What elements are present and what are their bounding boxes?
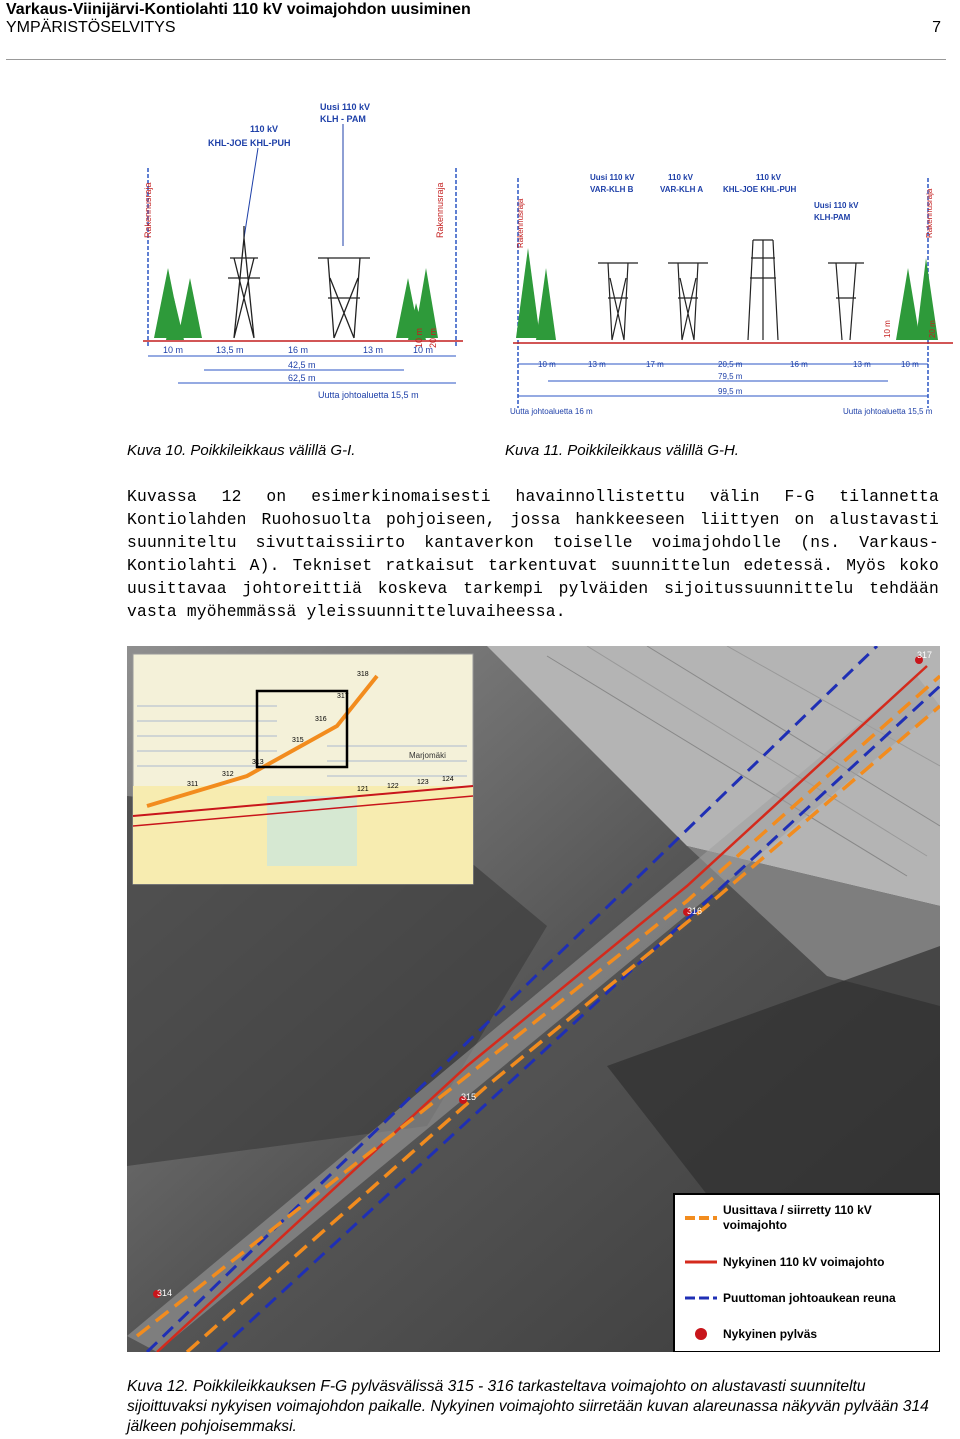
fig11-label-2: 110 kV (668, 173, 693, 182)
fig11-dim-2: 13 m (588, 360, 606, 369)
fig11-corridor-right: Uutta johtoaluetta 15,5 m (843, 407, 933, 416)
inset-pylon-312: 312 (222, 771, 234, 778)
fig10-tower-new (318, 258, 370, 338)
fig10-existing-line-label: 110 kV (250, 124, 279, 134)
fig11-code-3: KHL-JOE KHL-PUH (723, 185, 797, 194)
fig11-towers (598, 240, 864, 340)
inset-pylon-121: 121 (357, 786, 369, 793)
inset-pylon-313: 313 (252, 759, 264, 766)
fig10-dim-5: 10 m (413, 345, 434, 355)
fig11-label-1: Uusi 110 kV (590, 173, 635, 182)
fig11-code-2: VAR-KLH A (660, 185, 704, 194)
fig10-corridor-label: Uutta johtoaluetta 15,5 m (318, 390, 419, 400)
inset-pylon-124: 124 (442, 776, 454, 783)
fig11-dim-3: 17 m (646, 360, 664, 369)
figure-12-caption: Kuva 12. Poikkileikkauksen F-G pylväsvälissä 315 - 316 tarkasteltava voimajohto on alustavasti suunniteltu sijoittuvaksi nykyisen voimajohdon paikalle. Nykyinen voimajohto siirretään kuvan alareunassa näkyvän pylvään 314 jälkeen pohjoisemmaksi. (127, 1378, 929, 1435)
figure-11-cross-section (508, 168, 958, 424)
legend-pylon-swatch (695, 1328, 707, 1340)
fig10-dim-2: 13,5 m (216, 345, 244, 355)
fig11-dim-6: 13 m (853, 360, 871, 369)
page-number: 7 (932, 19, 941, 36)
overview-inset-map (133, 654, 473, 884)
pylon-314-label: 314 (157, 1288, 173, 1298)
legend-existing-line-label: Nykyinen 110 kV voimajohto (723, 1255, 885, 1269)
fig10-trees-left (154, 268, 202, 340)
fig10-existing-line-codes: KHL-JOE KHL-PUH (208, 138, 291, 148)
body-paragraph: Kuvassa 12 on esimerkinomaisesti havainnollistettu välin F-G tilannetta Kontiolahden Ruohosuolta pohjoiseen, jossa hankkeeseen liittyen on alustavasti suunniteltu sivuttaissiirto kantaverkon toiselle voimajohdolle (ns. Varkaus-Kontiolahti A). Tekniset ratkaisut tarkentuvat suunnittelun edetessä. Myös koko uusittavaa johtoreittiä koskeva tarkempi pylväiden sijoitussuunnittelu tehdään vasta myöhemmässä yleissuunnitteluvaiheessa. (127, 487, 939, 621)
fig10-dim-total-1: 42,5 m (288, 360, 316, 370)
inset-pylon-316: 316 (315, 716, 327, 723)
fig11-boundary-left: Rakennusraja (516, 198, 525, 248)
fig11-label-3: 110 kV (756, 173, 781, 182)
page-header (6, 0, 946, 60)
fig11-new-line2-code: KLH-PAM (814, 213, 851, 222)
fig10-tower-existing (228, 226, 260, 338)
inset-pylon-123: 123 (417, 779, 429, 786)
figure-10-caption: Kuva 10. Poikkileikkaus välillä G-I. (127, 442, 356, 459)
fig10-new-line-code: KLH - PAM (320, 114, 366, 124)
legend-new-line-label: Uusittava / siirretty 110 kV (723, 1203, 872, 1217)
fig11-height-10: 10 m (883, 320, 892, 338)
fig11-dim-total-1: 79,5 m (718, 372, 743, 381)
legend-pylon-label: Nykyinen pylväs (723, 1327, 818, 1341)
fig10-dim-3: 16 m (288, 345, 309, 355)
pylon-316-label: 316 (687, 906, 703, 916)
fig11-dim-total-2: 99,5 m (718, 387, 743, 396)
fig10-boundary-left: Rakennusraja (143, 182, 153, 238)
fig11-new-line2-label: Uusi 110 kV (814, 201, 859, 210)
fig11-boundary-right: Rakennusraja (925, 188, 934, 238)
fig11-height-20: 20 m (928, 320, 937, 338)
fig10-dim-total-2: 62,5 m (288, 373, 316, 383)
fig11-dim-1: 10 m (538, 360, 556, 369)
pylon-317-label: 317 (917, 650, 933, 660)
document-subtitle: YMPÄRISTÖSELVITYS (6, 19, 176, 36)
inset-place-label: Marjomäki (409, 751, 446, 760)
document-title: Varkaus-Viinijärvi-Kontiolahti 110 kV voimajohdon uusiminen (6, 1, 471, 18)
inset-pylon-317: 317 (337, 693, 349, 700)
pylon-315-label: 315 (461, 1092, 477, 1102)
inset-pylon-311: 311 (187, 781, 199, 788)
inset-pylon-315: 315 (292, 737, 304, 744)
fig10-new-line-label: Uusi 110 kV (320, 102, 371, 112)
fig10-height-10: 10 m (414, 327, 424, 348)
fig11-dim-4: 20,5 m (718, 360, 743, 369)
figure-12-aerial-map (127, 646, 940, 1352)
fig11-code-1: VAR-KLH B (590, 185, 634, 194)
fig10-boundary-right: Rakennusraja (435, 182, 445, 238)
header-divider (6, 59, 946, 60)
figure-10-cross-section (138, 98, 468, 418)
fig11-dim-5: 16 m (790, 360, 808, 369)
map-legend (674, 1194, 940, 1352)
fig10-dim-1: 10 m (163, 345, 184, 355)
fig11-corridor-left: Uutta johtoaluetta 16 m (510, 407, 593, 416)
figure-11-caption: Kuva 11. Poikkileikkaus välillä G-H. (505, 442, 739, 459)
legend-clearing-label: Puuttoman johtoaukean reuna (723, 1291, 896, 1305)
fig11-trees-left (516, 248, 556, 340)
legend-new-line-label-2: voimajohto (723, 1218, 788, 1232)
fig10-height-20: 20 m (428, 327, 438, 348)
fig10-dim-4: 13 m (363, 345, 384, 355)
fig11-dim-7: 10 m (901, 360, 919, 369)
inset-pylon-122: 122 (387, 783, 399, 790)
inset-pylon-318: 318 (357, 671, 369, 678)
